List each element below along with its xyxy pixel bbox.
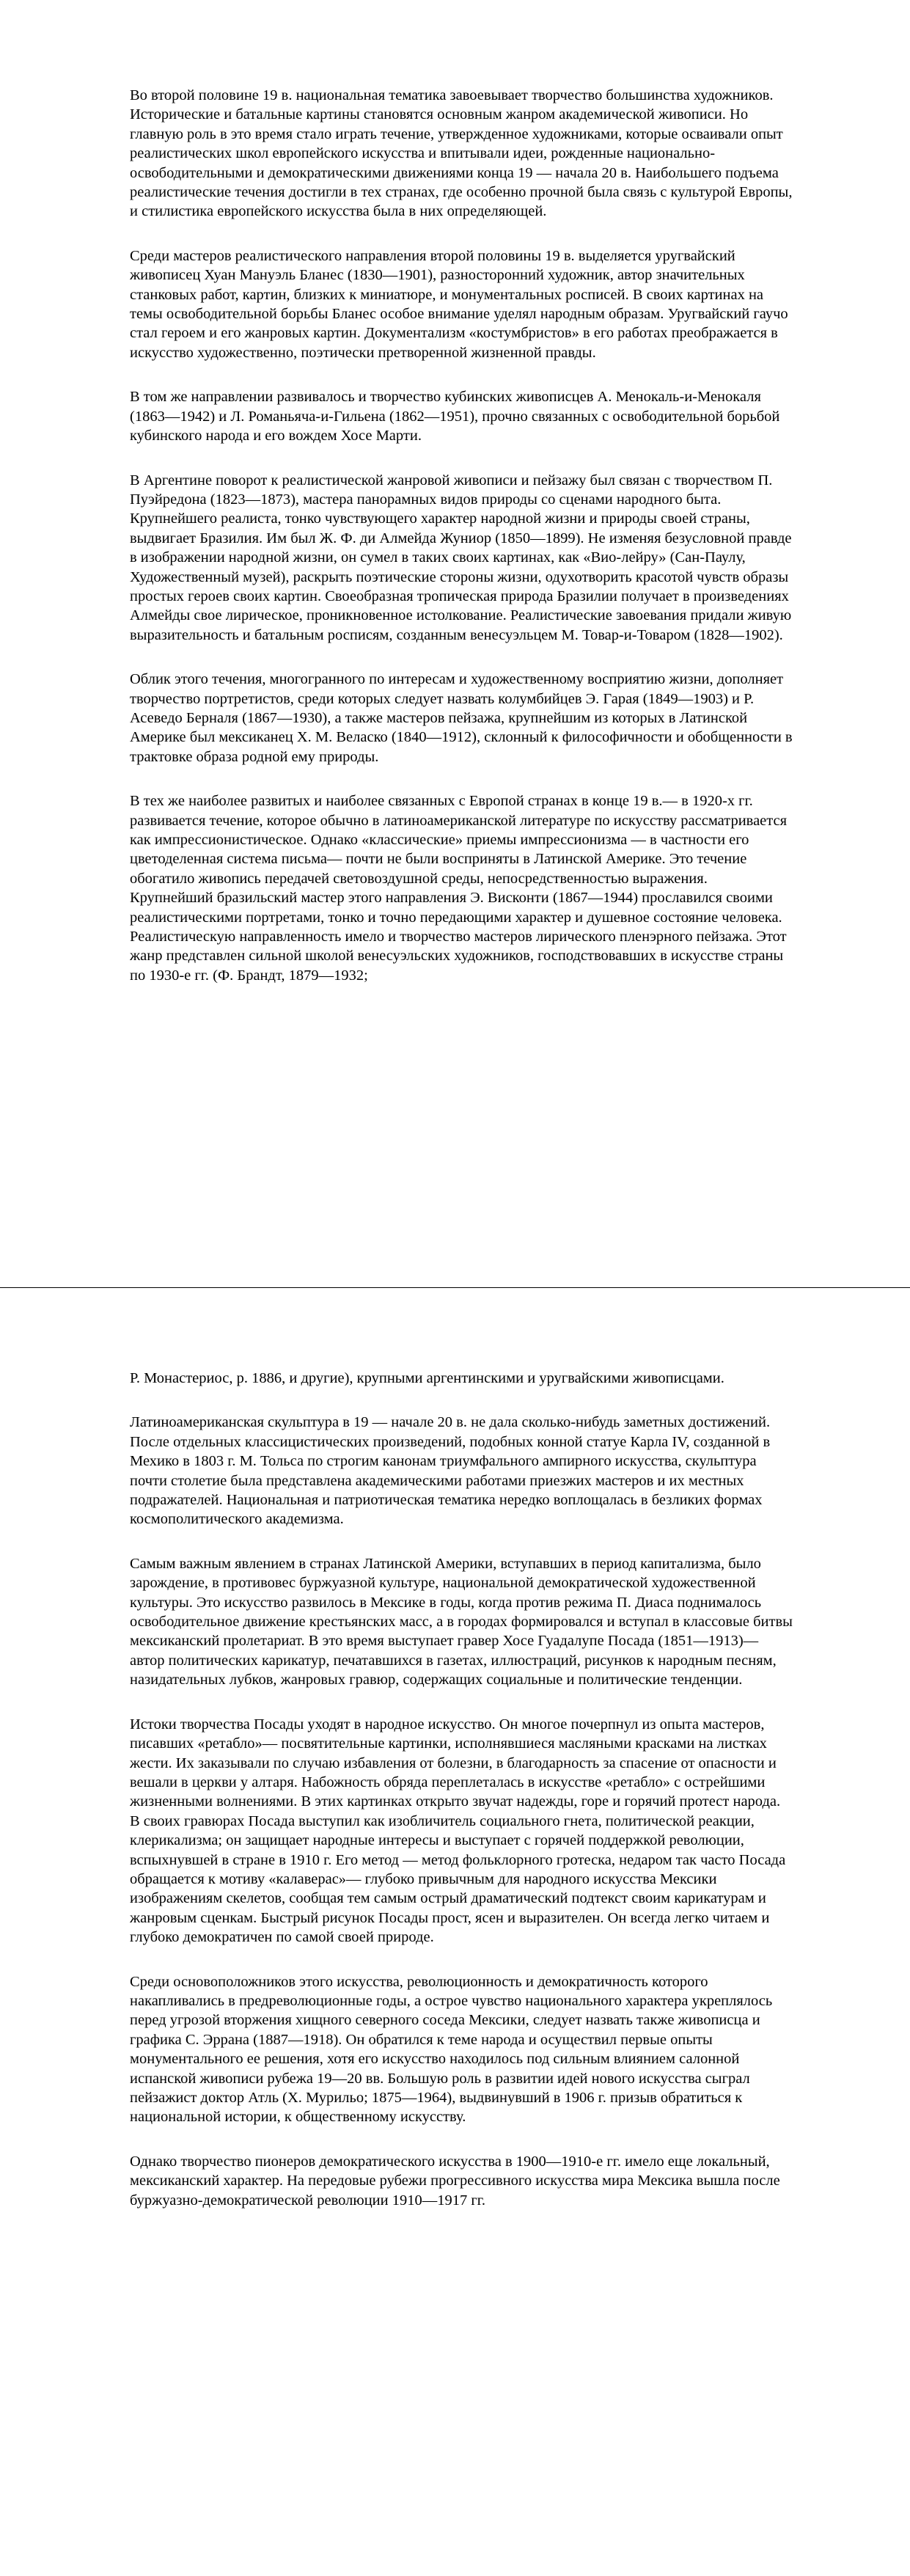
paragraph: Облик этого течения, многогранного по интересам и художественному восприятию жизни, дополняет творчество портретистов, среди которых следует назвать колумбийцев Э. Гарая (1849—1903) и Р. Асеведо Берналя (1867—1930), а также мастеров пейзажа, крупнейшим из которых в Латинской Америке был мексиканец Х. М. Веласко (1840—1912), склонный к философичности и обобщенности в трактовке образа родной ему природы. (130, 671, 793, 765)
paragraph: Среди основоположников этого искусства, революционность и демократичность которого накапливались в предреволюционные годы, а острое чувство национального характера укреплялось перед угрозой вторжения хищного северного соседа Мексики, следует назвать также живописца и графика С. Эррана (1887—1918). Он обратился к теме народа и осуществил первые опыты монументального ее решения, хотя его искусство находилось под сильным влиянием салонной испанской живописи рубежа 19—20 вв. Большую роль в развитии идей нового искусства сыграл пейзажист доктор Атль (Х. Мурильо; 1875—1964), выдвинувший в 1906 г. призыв обратиться к национальной истории, к общественному искусству. (130, 1973, 773, 2126)
page-2 (0, 1288, 910, 2576)
paragraph: В тех же наиболее развитых и наиболее связанных с Европой странах в конце 19 в.— в 1920-х гг. развивается течение, которое обычно в латиноамериканской литературе по искусству рассматривается как импрессионистическое. Однако «классические» приемы импрессионизма — в частности его цветоделенная система письма— почти не были восприняты в Латинской Америке. Это течение обогатило живопись передачей световоздушной среды, непосредственностью выражения. Крупнейший бразильский мастер этого направления Э. Висконти (1867—1944) прославился своими реалистическими портретами, тонко и точно передающими характер и душевное состояние человека. Реалистическую направленность имело и творчество мастеров лирического пленэрного пейзажа. Этот жанр представлен сильной школой венесуэльских художников, господствовавших в искусстве страны по 1930-е гг. (Ф. Брандт, 1879—1932; (130, 793, 788, 984)
page-1-text (130, 86, 793, 1010)
paragraph: Р. Монастериос, р. 1886, и другие), крупными аргентинскими и уругвайскими живописцами. (130, 1370, 724, 1386)
paragraph: Латиноамериканская скульптура в 19 — начале 20 в. не дала сколько-нибудь заметных достижений. После отдельных классицистических произведений, подобных конной статуе Карла IV, созданной в Мехико в 1803 г. М. Тольса по строгим канонам триумфального ампирного искусства, скульптура почти столетие была представлена академическими работами приезжих мастеров и их местных подражателей. Национальная и патриотическая тематика нередко воплощалась в безликих формах космополитического академизма. (130, 1414, 771, 1528)
page-1 (0, 0, 910, 1287)
paragraph: Истоки творчества Посады уходят в народное искусство. Он многое почерпнул из опыта мастеров, писавших «ретабло»— посвятительные картинки, исполнявшиеся масляными красками на листках жести. Их заказывали по случаю избавления от болезни, в благодарность за спасение от опасности и вешали в церкви у алтаря. Набожность обряда переплеталась в искусстве «ретабло» с острейшими жизненными волнениями. В этих картинках открыто звучат надежды, горе и горячий протест народа. В своих гравюрах Посада выступил как изобличитель социального гнета, политической реакции, клерикализма; он защищает народные интересы и выступает с горячей поддержкой революции, вспыхнувшей в стране в 1910 г. Его метод — метод фольклорного гротеска, недаром так часто Посада обращается к мотиву «калаверас»— глубоко привычным для народного искусства Мексики изображениям скелетов, сообщая тем самым острый драматический подтекст своим карикатурам и жанровым сценкам. Быстрый рисунок Посады прост, ясен и выразителен. Он всегда легко читаем и глубоко демократичен по самой своей природе. (130, 1716, 786, 1946)
paragraph: Однако творчество пионеров демократического искусства в 1900—1910-е гг. имело еще локальный, мексиканский характер. На передовые рубежи прогрессивного искусства мира Мексика вышла после буржуазно-демократической революции 1910—1917 гг. (130, 2153, 780, 2209)
paragraph: Самым важным явлением в странах Латинской Америки, вступавших в период капитализма, было зарождение, в противовес буржуазной культуре, национальной демократической художественной культуры. Это искусство развилось в Мексике в годы, когда против режима П. Диаса поднималось освободительное движение крестьянских масс, а в городах формировался и вступал в классовые битвы мексиканский пролетариат. В это время выступает гравер Хосе Гуадалупе Посада (1851—1913)— автор политических карикатур, печатавшихся в газетах, иллюстраций, рисунков к народным песням, назидательных лубков, жанровых гравюр, содержащих социальные и политические тенденции. (130, 1555, 793, 1688)
paragraph: В Аргентине поворот к реалистической жанровой живописи и пейзажу был связан с творчеством П. Пуэйредона (1823—1873), мастера панорамных видов природы со сценами народного быта. Крупнейшего реалиста, тонко чувствующего характер народной жизни и природы своей страны, выдвигает Бразилия. Им был Ж. Ф. ди Алмейда Жуниор (1850—1899). Не изменяя безусловной правде в изображении народной жизни, он сумел в таких своих картинах, как «Вио-лейру» (Сан-Паулу, Художественный музей), раскрыть поэтические стороны жизни, одухотворить красотой чувств образы простых героев своих картин. Своеобразная тропическая природа Бразилии получает в произведениях Алмейды свое лирическое, проникновенное истолкование. Реалистические завоевания придали живую выразительность и батальным росписям, созданным венесуэльцем М. Товар-и-Товаром (1828—1902). (130, 472, 792, 643)
page-2-text (130, 1369, 793, 2235)
paragraph: Во второй половине 19 в. национальная тематика завоевывает творчество большинства художников. Исторические и батальные картины становятся основным жанром академической живописи. Но главную роль в это время стало играть течение, утвержденное художниками, которые осваивали опыт реалистических школ европейского искусства и впитывали идеи, рожденные национально-освободительными и демократическими движениями конца 19 — начала 20 в. Наибольшего подъема реалистические течения достигли в тех странах, где особенно прочной была связь с культурой Европы, и стилистика европейского искусства была в них определяющей. (130, 87, 793, 220)
paragraph: В том же направлении развивалось и творчество кубинских живописцев А. Менокаль-и-Менокаля (1863—1942) и Л. Романьяча-и-Гильена (1862—1951), прочно связанных с освободительной борьбой кубинского народа и его вождем Хосе Марти. (130, 389, 780, 444)
paragraph: Среди мастеров реалистического направления второй половины 19 в. выделяется уругвайский живописец Хуан Мануэль Бланес (1830—1901), разносторонний художник, автор значительных станковых работ, картин, близких к миниатюре, и монументальных росписей. В своих картинах на темы освободительной борьбы Бланес особое внимание уделял народным образам. Уругвайский гаучо стал героем и его жанровых картин. Документализм «костумбристов» в его работах преображается в искусство художественно, поэтически претворенной жизненной правды. (130, 247, 788, 361)
